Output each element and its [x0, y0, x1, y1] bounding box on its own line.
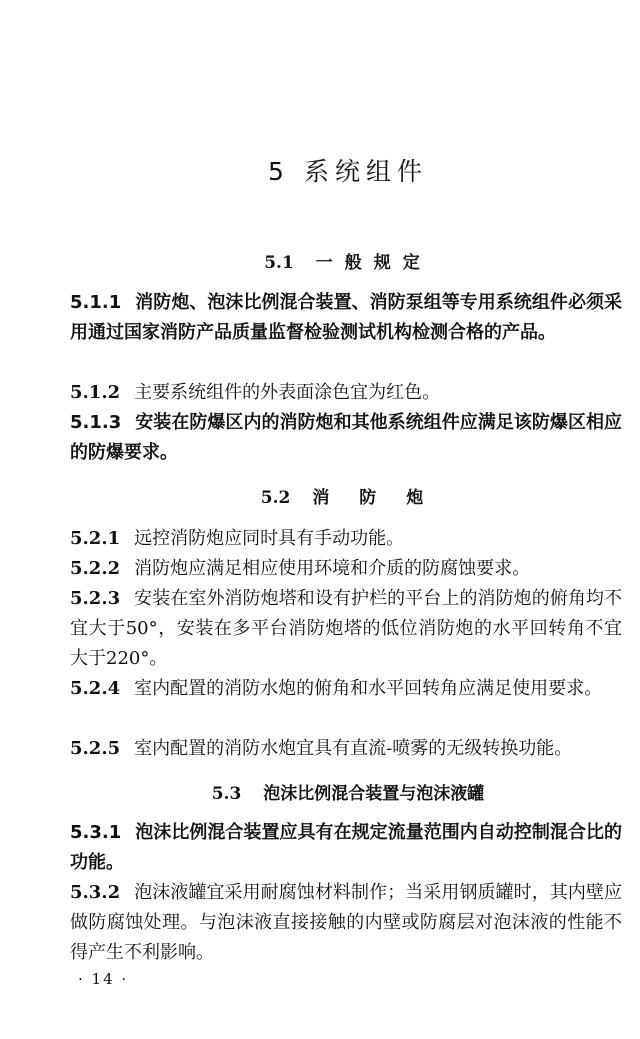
clause-text: 远控消防炮应同时具有手动功能。 [134, 528, 405, 549]
chapter-number: 5 [268, 157, 290, 186]
clause-text: 消防炮应满足相应使用环境和介质的防腐蚀要求。 [134, 558, 531, 579]
clause-number: 5.3.2 [70, 882, 121, 903]
section-heading-5-3 [70, 779, 626, 804]
clause-text: 安装在防爆区内的消防炮和其他系统组件应满足该防爆区相应的防爆要求。 [70, 412, 622, 463]
chapter-title: 系统组件 [303, 157, 428, 186]
page-number: · 14 · [78, 970, 129, 988]
clause-number: 5.2.2 [70, 558, 121, 579]
chapter-heading [70, 152, 626, 188]
clause-5-2-5 [70, 734, 622, 764]
clause-5-3-1 [70, 818, 622, 878]
clause-5-2-2 [70, 554, 622, 584]
clause-number: 5.1.1 [70, 292, 122, 313]
section-title: 泡沫比例混合装置与泡沫液罐 [263, 784, 485, 804]
clause-text: 室内配置的消防水炮的俯角和水平回转角应满足使用要求。 [134, 678, 603, 699]
clause-number: 5.2.3 [70, 588, 121, 609]
section-heading-5-2 [70, 483, 626, 508]
clause-text: 主要系统组件的外表面涂色宜为红色。 [134, 382, 441, 403]
clause-number: 5.2.5 [70, 738, 121, 759]
clause-5-1-2 [70, 378, 622, 408]
clause-5-2-4 [70, 674, 622, 704]
clause-5-2-1 [70, 524, 622, 554]
clause-5-2-3 [70, 584, 622, 674]
section-title: 消 防 炮 [312, 488, 436, 508]
clause-number: 5.2.4 [70, 678, 121, 699]
section-number: 5.2 [260, 488, 291, 508]
section-heading-5-1 [70, 248, 626, 273]
clause-number: 5.2.1 [70, 528, 121, 549]
section-number: 5.3 [211, 784, 242, 804]
clause-number: 5.3.1 [70, 822, 122, 843]
clause-5-3-2 [70, 878, 622, 968]
clause-5-1-1 [70, 288, 622, 348]
section-number: 5.1 [264, 253, 294, 273]
clause-number: 5.1.3 [70, 412, 122, 433]
clause-number: 5.1.2 [70, 382, 121, 403]
clause-text: 泡沫液罐宜采用耐腐蚀材料制作；当采用钢质罐时，其内壁应做防腐蚀处理。与泡沫液直接接触的内壁或防腐层对泡沫液的性能不得产生不利影响。 [70, 882, 622, 963]
section-title: 一般规定 [315, 253, 432, 273]
clause-5-1-3 [70, 408, 622, 468]
clause-text: 泡沫比例混合装置应具有在规定流量范围内自动控制混合比的功能。 [70, 822, 622, 873]
clause-text: 室内配置的消防水炮宜具有直流-喷雾的无级转换功能。 [134, 738, 573, 759]
clause-text: 消防炮、泡沫比例混合装置、消防泵组等专用系统组件必须采用通过国家消防产品质量监督检验测试机构检测合格的产品。 [70, 292, 622, 343]
clause-text: 安装在室外消防炮塔和设有护栏的平台上的消防炮的俯角均不宜大于50°，安装在多平台消防炮塔的低位消防炮的水平回转角不宜大于220°。 [70, 588, 622, 669]
